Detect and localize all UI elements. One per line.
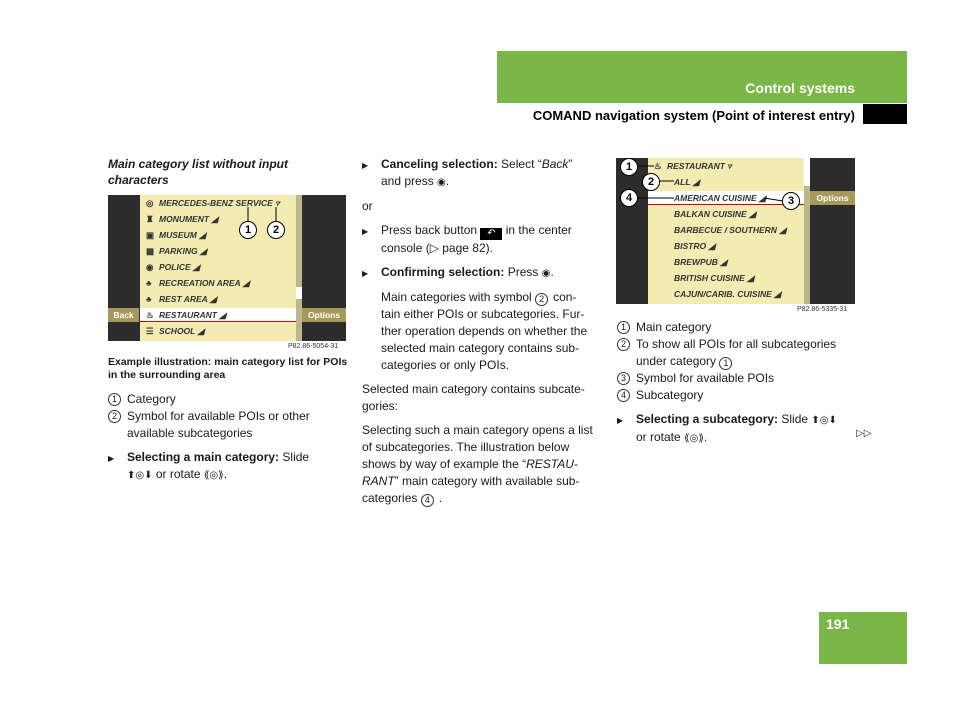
slide-control-icon: ⬆◎⬇ xyxy=(811,415,837,426)
list-item: ▩ PARKING ◢ xyxy=(146,246,207,256)
list-item: ☰ SCHOOL ◢ xyxy=(146,326,205,336)
section-subtitle: COMAND navigation system (Point of interest entry) xyxy=(532,108,855,123)
options-softkey: Options xyxy=(302,308,346,322)
callout-4: 4 xyxy=(620,189,638,207)
list-item: ♨ RESTAURANT ▿ xyxy=(654,161,732,171)
press-control-icon: ◉ xyxy=(541,268,551,279)
legend-item: 2 To show all POIs for all subcategories under category 1 xyxy=(617,336,862,370)
list-item: ▣ MUSEUM ◢ xyxy=(146,230,206,240)
slide-control-icon: ⬆◎⬇ xyxy=(127,470,153,481)
callout-leaders xyxy=(108,195,346,341)
callout-3: 3 xyxy=(782,192,800,210)
list-item: BALKAN CUISINE ◢ xyxy=(674,209,756,219)
back-button-icon: ↶ xyxy=(480,228,502,240)
figure-code: P82.86-5335-31 xyxy=(797,306,848,313)
rotate-control-icon: ⟪◎⟫ xyxy=(203,470,224,481)
callout-1: 1 xyxy=(620,158,638,176)
header-tab-marker xyxy=(863,104,907,124)
column-2: ▶ Canceling selection: Select “Back” and press ◉. or ▶ Press back button ↶ in the center console (▷ page 82). ▶ Confirming selection: Press ◉. Main categories with symbol 2 con- tain either POIs or subcategories. Fur- ther operation depends on whether the selected main category contains sub- categories or only POIs. Selected main category contains subcate- gories: Selecting such a main category opens a list of subcategories. The illustration below shows by way of example the “RESTAU- RANT” main category with available sub- categories 4 . xyxy=(362,156,600,507)
rotate-control-icon: ⟪◎⟫ xyxy=(684,433,704,444)
callout-2: 2 xyxy=(642,173,660,191)
instruction-cancel: ▶ Canceling selection: Select “Back” and press ◉. xyxy=(362,156,600,191)
figure-caption: Example illustration: main category list for POIs in the surrounding area xyxy=(108,356,348,381)
press-control-icon: ◉ xyxy=(437,177,446,188)
column-1 xyxy=(108,156,348,188)
legend-item: 4 Subcategory xyxy=(617,387,862,404)
instruction-select-main: ▶ Selecting a main category: Slide ⬆◎⬇ or rotate ⟪◎⟫. xyxy=(108,449,348,484)
list-item: BISTRO ◢ xyxy=(674,241,716,251)
section-title: Control systems xyxy=(745,80,855,96)
instruction-press-back: ▶ Press back button ↶ in the center console (▷ page 82). xyxy=(362,222,600,257)
list-item: BREWPUB ◢ xyxy=(674,257,727,267)
legend-item: 3 Symbol for available POIs xyxy=(617,370,862,387)
page-number: 191 xyxy=(826,616,850,632)
continued-marker: ▷▷ xyxy=(856,428,872,439)
list-item: ◉ POLICE ◢ xyxy=(146,262,200,272)
callout-2: 2 xyxy=(267,221,285,239)
callout-1: 1 xyxy=(239,221,257,239)
list-item: CAJUN/CARIB. CUISINE ◢ xyxy=(674,289,781,299)
figure-main-category-list xyxy=(108,195,346,341)
instruction-confirm: ▶ Confirming selection: Press ◉. xyxy=(362,264,600,282)
options-softkey: Options xyxy=(810,191,855,205)
legend-item: 1 Category xyxy=(108,391,348,408)
column-1-text xyxy=(108,356,348,484)
list-item: ♣ RECREATION AREA ◢ xyxy=(146,278,250,288)
list-item-selected: ♨ RESTAURANT ◢ xyxy=(146,310,226,320)
back-softkey: Back xyxy=(108,308,139,322)
list-item: ◎ MERCEDES-BENZ SERVICE ▿ xyxy=(146,198,280,208)
list-item: ALL ◢ xyxy=(674,177,700,187)
list-item: BARBECUE / SOUTHERN ◢ xyxy=(674,225,786,235)
list-item-selected: AMERICAN CUISINE ◢ xyxy=(674,193,766,203)
figure-subcategory-list xyxy=(616,158,855,304)
list-item: ♣ REST AREA ◢ xyxy=(146,294,217,304)
column-3-text xyxy=(617,319,862,447)
figure-code: P82.86-5054-31 xyxy=(288,343,339,350)
list-item: ♜ MONUMENT ◢ xyxy=(146,214,218,224)
col1-heading: Main category list without input characters xyxy=(108,157,288,187)
main-category-paragraph: Main categories with symbol 2 con- tain either POIs or subcategories. Fur- ther operation depends on whether the selected main category contains sub- categories or only POIs. xyxy=(381,290,588,372)
legend-item: 2 Symbol for available POIs or other available subcategories xyxy=(108,408,348,442)
instruction-select-sub: ▶ Selecting a subcategory: Slide ⬆◎⬇ or rotate ⟪◎⟫. xyxy=(617,411,862,447)
legend-item: 1 Main category xyxy=(617,319,862,336)
list-item: BRITISH CUISINE ◢ xyxy=(674,273,754,283)
